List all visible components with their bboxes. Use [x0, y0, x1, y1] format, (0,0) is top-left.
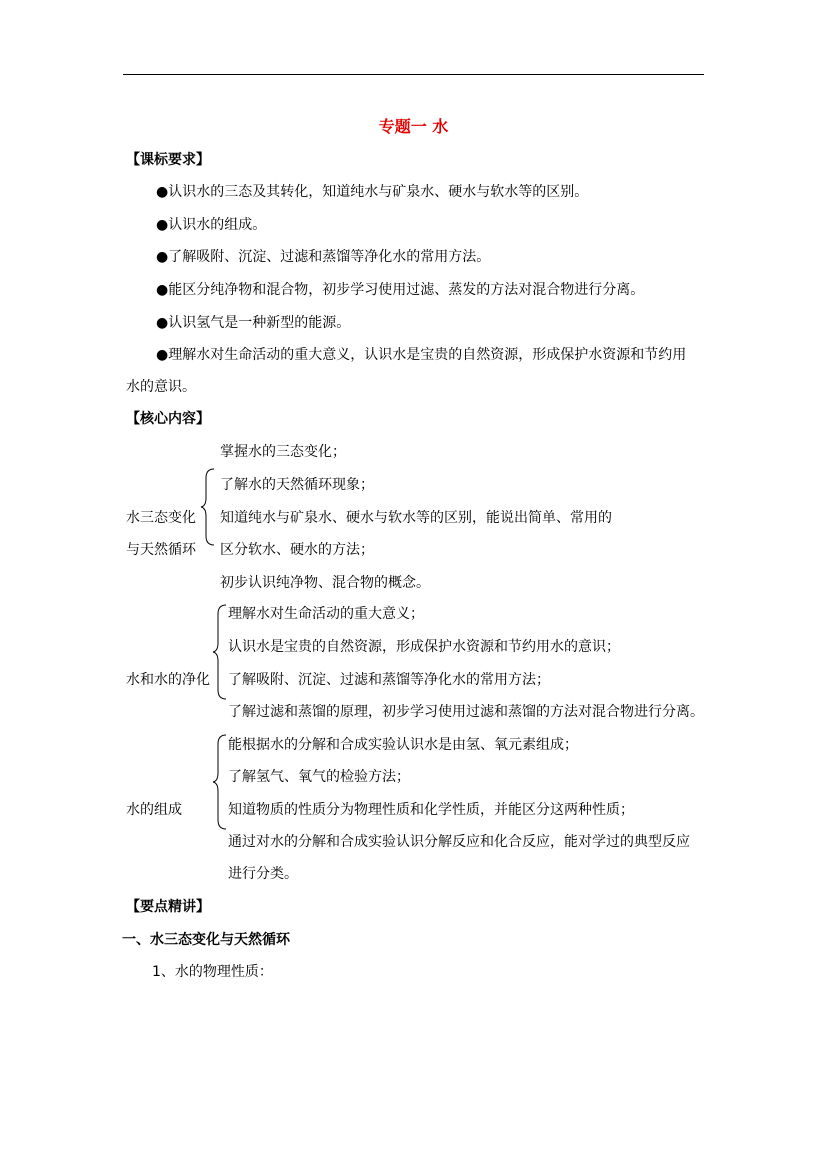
core-item: 了解氢气、氧气的检验方法； — [228, 769, 410, 785]
left-brace-icon — [212, 604, 228, 700]
core-item: 能根据水的分解和合成实验认识水是由氢、氧元素组成； — [228, 737, 578, 753]
core-item: 知道物质的性质分为物理性质和化学性质，并能区分这两种性质； — [228, 802, 634, 818]
core-group-label: 水三态变化 — [126, 510, 196, 526]
core-group-label: 水的组成 — [126, 802, 182, 818]
subsection-heading: 1、水的物理性质： — [152, 964, 273, 980]
core-group-label: 水和水的净化 — [126, 672, 210, 688]
core-item: 知道纯水与矿泉水、硬水与软水等的区别，能说出简单、常用的 — [220, 510, 612, 526]
requirement-item: ●了解吸附、沉淀、过滤和蒸馏等净化水的常用方法。 — [156, 249, 491, 265]
requirement-item: ●认识氢气是一种新型的能源。 — [156, 315, 351, 331]
core-item: 区分软水、硬水的方法； — [220, 542, 374, 558]
page-title: 专题一 水 — [378, 117, 449, 136]
requirement-item-continued: 水的意识。 — [126, 379, 196, 395]
left-brace-icon — [200, 468, 216, 546]
section-heading: 一、水三态变化与天然循环 — [122, 932, 290, 948]
core-item: 了解水的天然循环现象； — [220, 477, 374, 493]
core-item: 初步认识纯净物、混合物的概念。 — [220, 575, 430, 591]
core-group-label: 与天然循环 — [126, 542, 196, 558]
requirement-item: ●理解水对生命活动的重大意义，认识水是宝贵的自然资源，形成保护水资源和节约用 — [156, 347, 687, 363]
core-item: 通过对水的分解和合成实验认识分解反应和化合反应，能对学过的典型反应 — [228, 834, 690, 850]
header-rule — [123, 74, 704, 75]
core-item: 了解过滤和蒸馏的原理，初步学习使用过滤和蒸馏的方法对混合物进行分离。 — [228, 704, 704, 720]
core-item: 掌握水的三态变化； — [220, 444, 346, 460]
requirement-item: ●认识水的组成。 — [156, 217, 267, 233]
core-item: 进行分类。 — [228, 866, 298, 882]
requirement-item: ●能区分纯净物和混合物，初步学习使用过滤、蒸发的方法对混合物进行分离。 — [156, 282, 645, 298]
key-points-heading: 【要点精讲】 — [126, 899, 210, 915]
core-heading: 【核心内容】 — [126, 411, 210, 427]
core-item: 了解吸附、沉淀、过滤和蒸馏等净化水的常用方法； — [228, 672, 550, 688]
left-brace-icon — [212, 734, 228, 830]
requirements-heading: 【课标要求】 — [126, 152, 210, 168]
core-item: 认识水是宝贵的自然资源，形成保护水资源和节约用水的意识； — [228, 639, 620, 655]
core-item: 理解水对生命活动的重大意义； — [228, 606, 424, 622]
requirement-item: ●认识水的三态及其转化，知道纯水与矿泉水、硬水与软水等的区别。 — [156, 184, 589, 200]
